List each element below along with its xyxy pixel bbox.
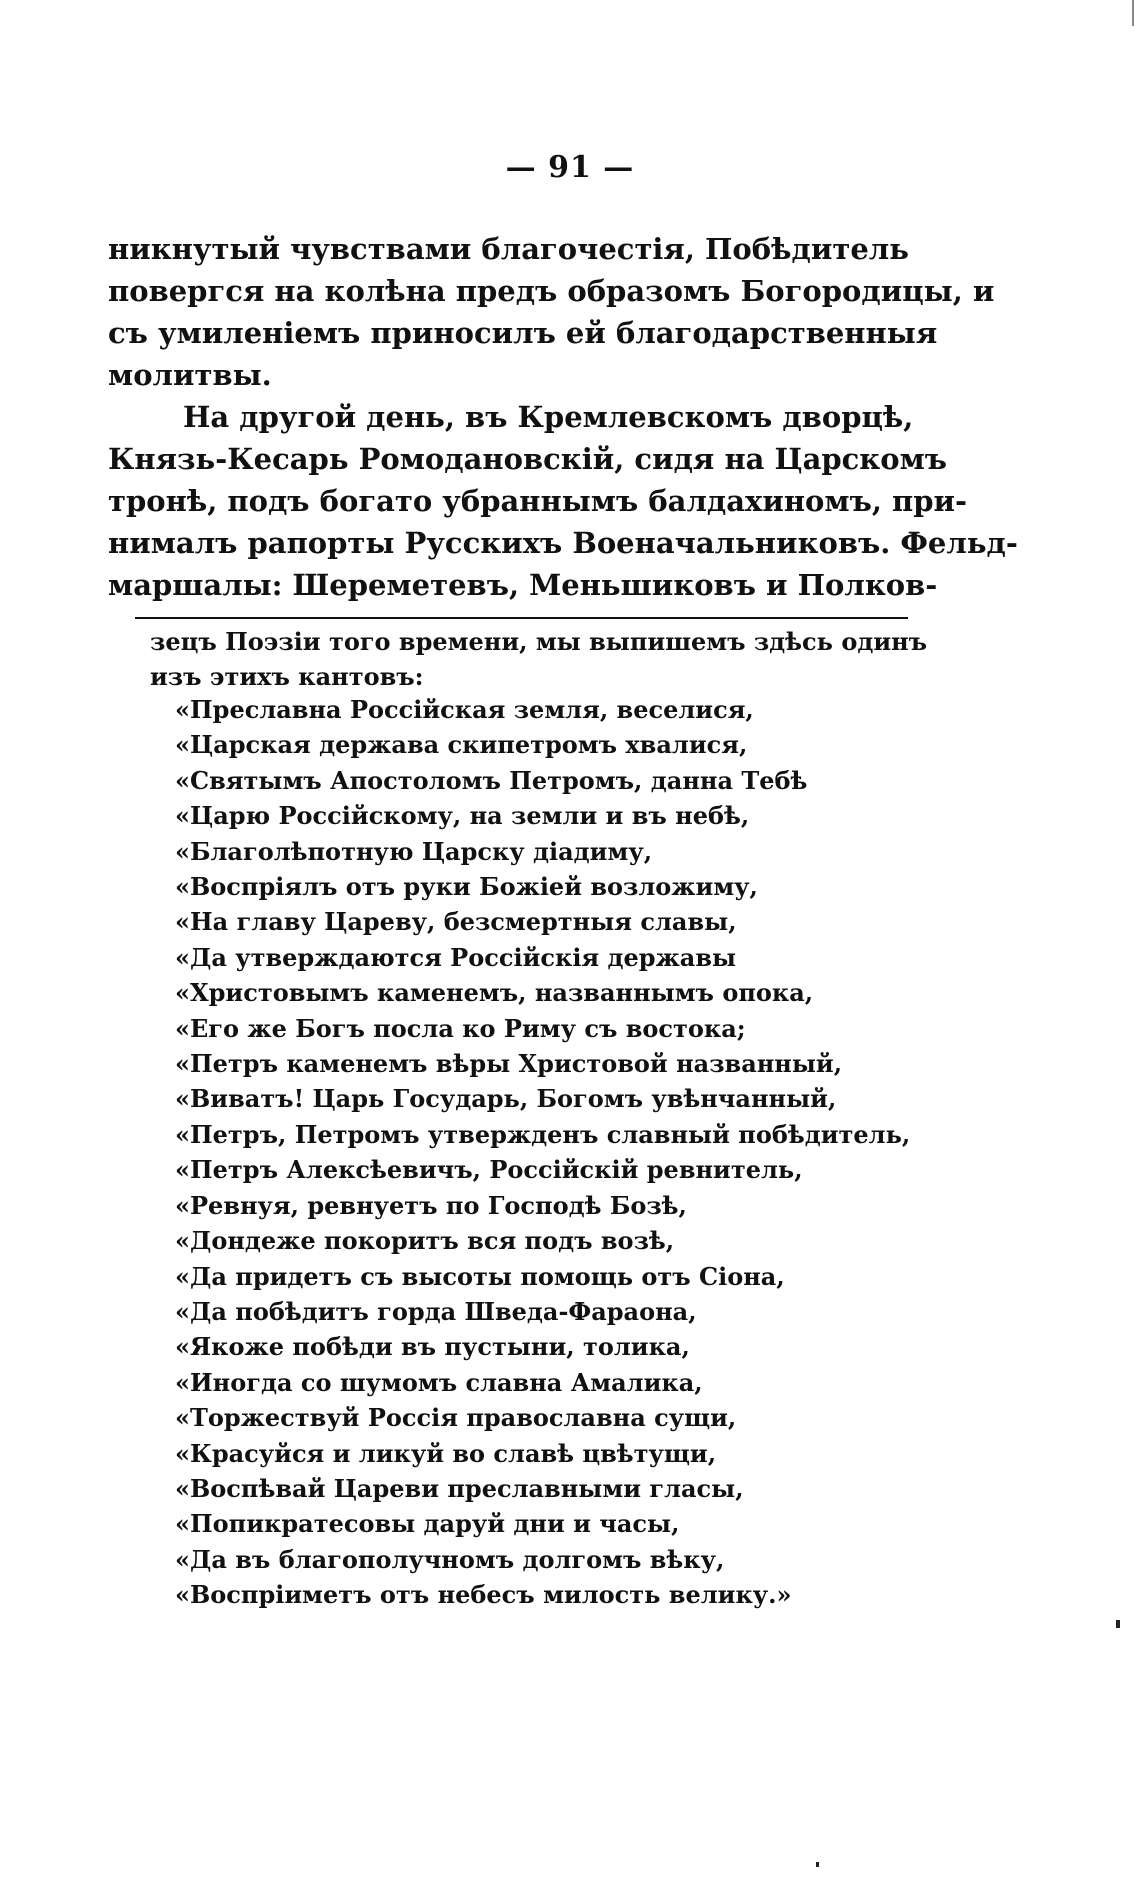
main-text-line: Князь-Кесарь Ромодановскій, сидя на Царскомъ [108,442,948,476]
footnote-divider [135,617,908,619]
verse-line: «Якоже побѣди въ пустыни, толика, [175,1332,690,1362]
main-text-line: никнутый чувствами благочестія, Побѣдитель [108,232,909,266]
verse-line: «На главу Цареву, безсмертныя славы, [175,907,737,937]
verse-line: «Красуйся и ликуй во славѣ цвѣтущи, [175,1438,717,1468]
verse-line: «Царю Россійскому, на земли и въ небѣ, [175,801,750,831]
verse-line: «Да побѣдитъ горда Шведа-Фараона, [175,1296,697,1326]
verse-line: «Христовымъ каменемъ, названнымъ опока, [175,978,814,1008]
verse-line: «Виватъ! Царь Государь, Богомъ увѣнчанный, [175,1084,837,1114]
verse-line: «Воспріялъ отъ руки Божіей возложиму, [175,872,758,902]
main-text-line: повергся на колѣна предъ образомъ Богородицы, и [108,274,995,308]
verse-line: «Да въ благополучномъ долгомъ вѣку, [175,1544,725,1574]
footnote-line: изъ этихъ кантовъ: [150,662,424,692]
main-text-block [108,228,1018,606]
verse-line: «Благолѣпотную Царску діадиму, [175,836,653,866]
main-text-line: маршалы: Шереметевъ, Меньшиковъ и Полков- [108,568,938,602]
verse-line: «Торжествуй Россія православна сущи, [175,1403,737,1433]
main-text-line: молитвы. [108,358,272,392]
ink-speck [816,1862,819,1867]
scan-edge-mark [1132,0,1134,26]
verse-line: «Петръ, Петромъ утвержденъ славный побѣдитель, [175,1119,911,1149]
main-text-line: нималъ рапорты Русскихъ Военачальниковъ. Фельд- [108,526,1018,560]
main-text-line: На другой день, въ Кремлевскомъ дворцѣ, [183,400,914,434]
ink-speck [1116,1620,1120,1628]
verse-line: «Петръ Алексѣевичъ, Россійскій ревнитель, [175,1155,803,1185]
verse-line: «Воспѣвай Цареви преславными гласы, [175,1473,744,1503]
verse-line: «Да утверждаются Россійскія державы [175,942,737,972]
verse-line: «Ревнуя, ревнуетъ по Господѣ Бозѣ, [175,1190,687,1220]
verse-line: «Петръ каменемъ вѣры Христовой названный, [175,1049,843,1079]
verse-line: «Иногда со шумомъ славна Амалика, [175,1367,703,1397]
verse-line: «Дондеже покоритъ вся подъ возѣ, [175,1226,675,1256]
verse-line: «Святымъ Апостоломъ Петромъ, данна Тебѣ [175,765,808,795]
main-text-line: съ умиленіемъ приносилъ ей благодарственныя [108,316,938,350]
verse-line: «Царская держава скипетромъ хвалися, [175,730,748,760]
verse-line: «Да придетъ съ высоты помощь отъ Сіона, [175,1261,785,1291]
footnote-line: зецъ Поэзіи того времени, мы выпишемъ здѣсь одинъ [150,627,928,656]
verse-line: «Воспріиметъ отъ небесъ милость велику.» [175,1580,792,1610]
verse-line: «Преславна Россійская земля, веселися, [175,695,754,724]
verse-line: «Попикратесовы даруй дни и часы, [175,1509,680,1539]
footnote-intro [150,624,928,695]
main-text-line: тронѣ, подъ богато убраннымъ балдахиномъ, при- [108,484,968,518]
verse-line: «Его же Богъ посла ко Риму съ востока; [175,1013,746,1043]
verse-block [175,692,915,1613]
page-number: — 91 — [505,150,635,185]
